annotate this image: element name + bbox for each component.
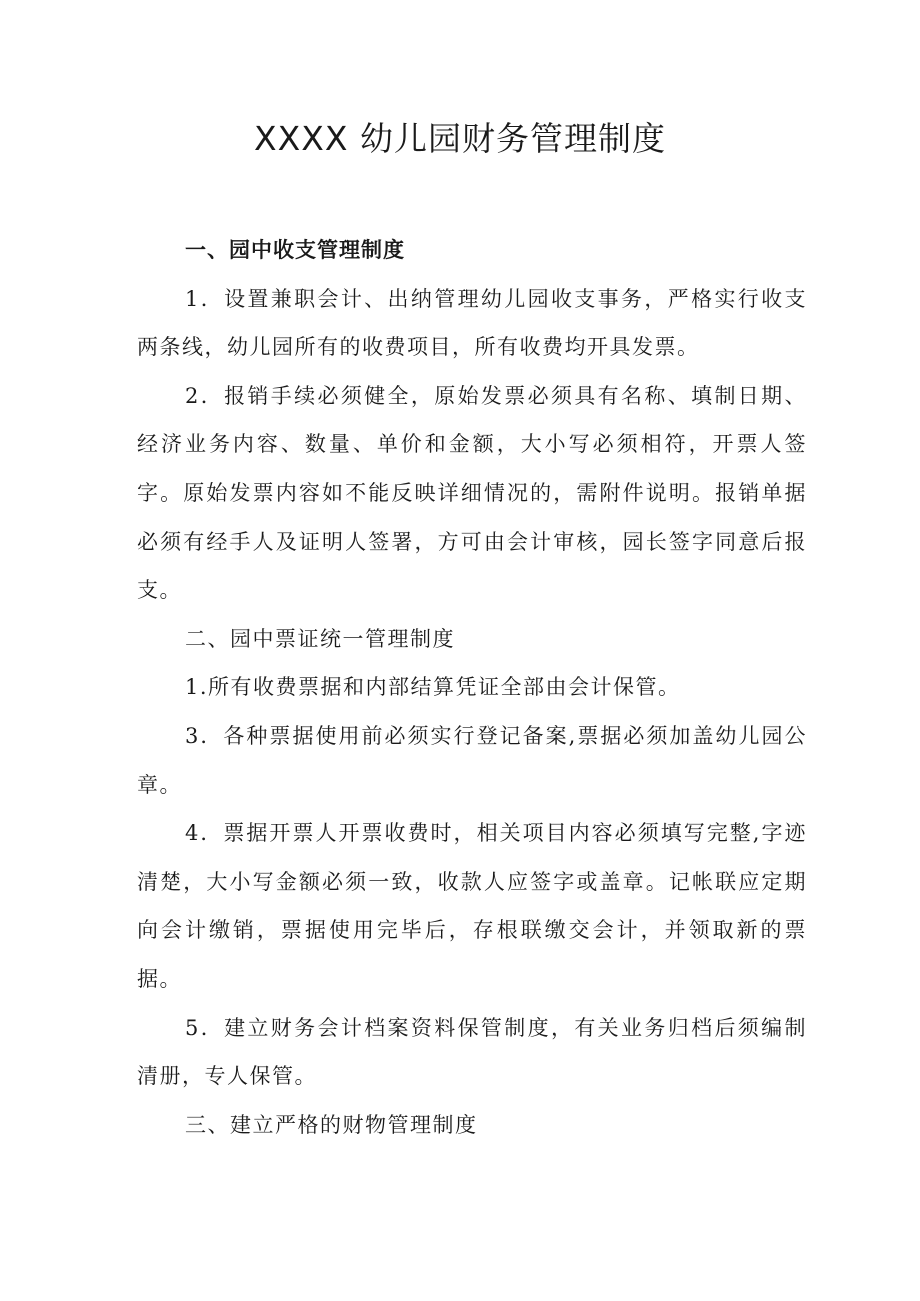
paragraph-2-1: 1.所有收费票据和内部结算凭证全部由会计保管。 — [185, 675, 681, 700]
section-heading-2: 二、园中票证统一管理制度 — [185, 626, 455, 651]
paragraph-1-1: 1．设置兼职会计、出纳管理幼儿园收支事务，严格实行收支两条线，幼儿园所有的收费项目，所有收费均开具发票。 — [137, 286, 807, 360]
section-heading-3: 三、建立严格的财物管理制度 — [185, 1112, 478, 1137]
paragraph-2-3: 3．各种票据使用前必须实行登记备案,票据必须加盖幼儿园公章。 — [137, 723, 807, 797]
paragraph-2-5: 5．建立财务会计档案资料保管制度，有关业务归档后须编制清册，专人保管。 — [137, 1015, 807, 1089]
paragraph-1-2: 2．报销手续必须健全，原始发票必须具有名称、填制日期、经济业务内容、数量、单价和金额，大小写必须相符，开票人签字。原始发票内容如不能反映详细情况的，需附件说明。报销单据必须有经手人及证明人签署，方可由会计审核，园长签字同意后报支。 — [137, 383, 807, 603]
document-title: XXXX 幼儿园财务管理制度 — [254, 119, 666, 158]
document-body — [137, 226, 807, 1149]
section-heading-1: 一、园中收支管理制度 — [185, 238, 405, 262]
paragraph-2-4: 4．票据开票人开票收费时，相关项目内容必须填写完整,字迹清楚，大小写金额必须一致，收款人应签字或盖章。记帐联应定期向会计缴销，票据使用完毕后，存根联缴交会计，并领取新的票据。 — [137, 821, 807, 991]
